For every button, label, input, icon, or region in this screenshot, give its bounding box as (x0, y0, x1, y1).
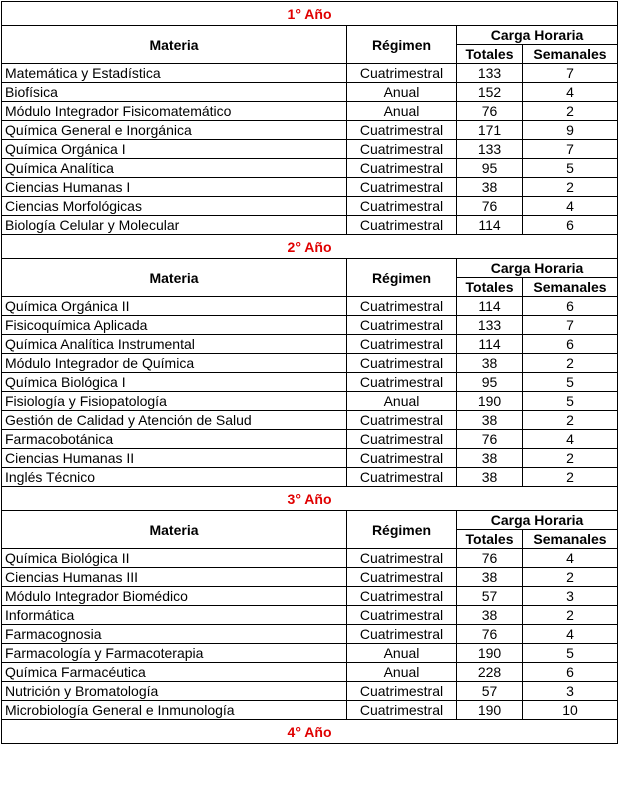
subject-name: Farmacología y Farmacoterapia (2, 644, 347, 663)
subject-regimen: Cuatrimestral (347, 354, 457, 373)
table-row (2, 140, 618, 159)
table-row (2, 64, 618, 83)
table-row (2, 197, 618, 216)
subject-hours-total: 114 (457, 335, 523, 354)
subject-hours-weekly: 3 (523, 587, 618, 606)
subject-hours-weekly: 4 (523, 197, 618, 216)
subject-hours-total: 76 (457, 102, 523, 121)
subject-hours-total: 133 (457, 316, 523, 335)
subject-name: Química Biológica I (2, 373, 347, 392)
subject-name: Fisicoquímica Aplicada (2, 316, 347, 335)
subject-hours-total: 57 (457, 682, 523, 701)
subject-hours-weekly: 6 (523, 335, 618, 354)
subject-hours-weekly: 9 (523, 121, 618, 140)
year-heading-row (2, 2, 618, 26)
subject-regimen: Anual (347, 392, 457, 411)
subject-hours-weekly: 4 (523, 430, 618, 449)
header-semanales: Semanales (523, 530, 618, 549)
subject-hours-weekly: 2 (523, 411, 618, 430)
column-header-row (2, 259, 618, 278)
subject-hours-total: 114 (457, 297, 523, 316)
table-row (2, 549, 618, 568)
year-heading-row (2, 487, 618, 511)
subject-name: Biofísica (2, 83, 347, 102)
subject-hours-weekly: 4 (523, 83, 618, 102)
year-title: 4° Año (2, 720, 618, 744)
subject-hours-weekly: 2 (523, 568, 618, 587)
subject-name: Inglés Técnico (2, 468, 347, 487)
subject-regimen: Cuatrimestral (347, 178, 457, 197)
header-carga-horaria: Carga Horaria (457, 511, 618, 530)
table-row (2, 430, 618, 449)
subject-hours-weekly: 4 (523, 549, 618, 568)
subject-hours-total: 76 (457, 197, 523, 216)
table-row (2, 373, 618, 392)
header-materia: Materia (2, 26, 347, 64)
subject-hours-weekly: 6 (523, 297, 618, 316)
table-row (2, 316, 618, 335)
table-row (2, 83, 618, 102)
subject-name: Nutrición y Bromatología (2, 682, 347, 701)
subject-name: Módulo Integrador de Química (2, 354, 347, 373)
table-row (2, 392, 618, 411)
subject-regimen: Cuatrimestral (347, 140, 457, 159)
table-row (2, 159, 618, 178)
subject-name: Ciencias Humanas III (2, 568, 347, 587)
subject-name: Ciencias Humanas II (2, 449, 347, 468)
subject-hours-total: 228 (457, 663, 523, 682)
subject-hours-weekly: 5 (523, 392, 618, 411)
subject-regimen: Anual (347, 83, 457, 102)
subject-regimen: Cuatrimestral (347, 64, 457, 83)
header-totales: Totales (457, 530, 523, 549)
subject-name: Química Biológica II (2, 549, 347, 568)
subject-name: Biología Celular y Molecular (2, 216, 347, 235)
curriculum-table-body (2, 2, 618, 744)
header-totales: Totales (457, 278, 523, 297)
subject-name: Química Farmacéutica (2, 663, 347, 682)
subject-regimen: Cuatrimestral (347, 606, 457, 625)
subject-hours-total: 38 (457, 178, 523, 197)
subject-hours-total: 38 (457, 568, 523, 587)
subject-hours-weekly: 7 (523, 316, 618, 335)
table-row (2, 587, 618, 606)
subject-regimen: Cuatrimestral (347, 159, 457, 178)
subject-name: Ciencias Morfológicas (2, 197, 347, 216)
subject-hours-weekly: 7 (523, 64, 618, 83)
table-row (2, 568, 618, 587)
subject-hours-weekly: 6 (523, 663, 618, 682)
subject-hours-total: 133 (457, 64, 523, 83)
subject-hours-total: 152 (457, 83, 523, 102)
subject-regimen: Cuatrimestral (347, 297, 457, 316)
header-carga-horaria: Carga Horaria (457, 259, 618, 278)
subject-hours-weekly: 5 (523, 373, 618, 392)
subject-regimen: Cuatrimestral (347, 625, 457, 644)
subject-name: Química Orgánica II (2, 297, 347, 316)
subject-hours-total: 114 (457, 216, 523, 235)
subject-hours-weekly: 2 (523, 102, 618, 121)
subject-hours-total: 190 (457, 392, 523, 411)
subject-name: Módulo Integrador Fisicomatemático (2, 102, 347, 121)
subject-name: Química Orgánica I (2, 140, 347, 159)
column-header-row (2, 511, 618, 530)
subject-hours-total: 57 (457, 587, 523, 606)
table-row (2, 102, 618, 121)
subject-hours-weekly: 7 (523, 140, 618, 159)
subject-regimen: Anual (347, 644, 457, 663)
header-semanales: Semanales (523, 278, 618, 297)
subject-name: Gestión de Calidad y Atención de Salud (2, 411, 347, 430)
subject-hours-total: 133 (457, 140, 523, 159)
subject-name: Microbiología General e Inmunología (2, 701, 347, 720)
subject-hours-total: 171 (457, 121, 523, 140)
subject-hours-total: 190 (457, 644, 523, 663)
table-row (2, 606, 618, 625)
subject-regimen: Cuatrimestral (347, 197, 457, 216)
year-heading-row (2, 720, 618, 744)
header-regimen: Régimen (347, 511, 457, 549)
header-materia: Materia (2, 511, 347, 549)
header-regimen: Régimen (347, 259, 457, 297)
subject-hours-total: 76 (457, 625, 523, 644)
table-row (2, 411, 618, 430)
table-row (2, 354, 618, 373)
subject-hours-weekly: 4 (523, 625, 618, 644)
subject-regimen: Cuatrimestral (347, 701, 457, 720)
header-totales: Totales (457, 45, 523, 64)
year-heading-row (2, 235, 618, 259)
subject-hours-total: 76 (457, 549, 523, 568)
subject-name: Matemática y Estadística (2, 64, 347, 83)
table-row (2, 468, 618, 487)
subject-hours-weekly: 2 (523, 354, 618, 373)
table-row (2, 644, 618, 663)
year-title: 3° Año (2, 487, 618, 511)
table-row (2, 178, 618, 197)
subject-regimen: Cuatrimestral (347, 449, 457, 468)
subject-name: Química Analítica (2, 159, 347, 178)
subject-regimen: Cuatrimestral (347, 316, 457, 335)
subject-hours-total: 38 (457, 468, 523, 487)
subject-regimen: Cuatrimestral (347, 682, 457, 701)
subject-hours-weekly: 3 (523, 682, 618, 701)
subject-regimen: Cuatrimestral (347, 335, 457, 354)
subject-regimen: Cuatrimestral (347, 568, 457, 587)
column-header-row (2, 26, 618, 45)
subject-name: Informática (2, 606, 347, 625)
subject-hours-total: 38 (457, 354, 523, 373)
subject-regimen: Cuatrimestral (347, 411, 457, 430)
subject-regimen: Cuatrimestral (347, 216, 457, 235)
subject-hours-total: 95 (457, 159, 523, 178)
header-regimen: Régimen (347, 26, 457, 64)
subject-hours-weekly: 2 (523, 468, 618, 487)
table-row (2, 663, 618, 682)
subject-name: Fisiología y Fisiopatología (2, 392, 347, 411)
subject-regimen: Anual (347, 102, 457, 121)
subject-regimen: Cuatrimestral (347, 587, 457, 606)
curriculum-table (1, 1, 618, 744)
subject-hours-weekly: 5 (523, 159, 618, 178)
subject-regimen: Cuatrimestral (347, 549, 457, 568)
subject-hours-weekly: 10 (523, 701, 618, 720)
subject-name: Módulo Integrador Biomédico (2, 587, 347, 606)
subject-name: Farmacognosia (2, 625, 347, 644)
table-row (2, 625, 618, 644)
subject-hours-total: 38 (457, 449, 523, 468)
subject-regimen: Cuatrimestral (347, 373, 457, 392)
year-title: 1° Año (2, 2, 618, 26)
subject-name: Ciencias Humanas I (2, 178, 347, 197)
table-row (2, 449, 618, 468)
header-materia: Materia (2, 259, 347, 297)
subject-hours-total: 38 (457, 411, 523, 430)
subject-hours-total: 95 (457, 373, 523, 392)
subject-hours-weekly: 2 (523, 449, 618, 468)
year-title: 2° Año (2, 235, 618, 259)
subject-regimen: Cuatrimestral (347, 430, 457, 449)
subject-name: Farmacobotánica (2, 430, 347, 449)
subject-hours-weekly: 2 (523, 606, 618, 625)
table-row (2, 682, 618, 701)
subject-hours-total: 190 (457, 701, 523, 720)
subject-hours-weekly: 6 (523, 216, 618, 235)
subject-name: Química General e Inorgánica (2, 121, 347, 140)
subject-regimen: Cuatrimestral (347, 468, 457, 487)
subject-regimen: Cuatrimestral (347, 121, 457, 140)
subject-hours-total: 76 (457, 430, 523, 449)
table-row (2, 216, 618, 235)
table-row (2, 335, 618, 354)
subject-hours-weekly: 5 (523, 644, 618, 663)
table-row (2, 297, 618, 316)
subject-regimen: Anual (347, 663, 457, 682)
subject-hours-weekly: 2 (523, 178, 618, 197)
header-carga-horaria: Carga Horaria (457, 26, 618, 45)
table-row (2, 701, 618, 720)
subject-hours-total: 38 (457, 606, 523, 625)
header-semanales: Semanales (523, 45, 618, 64)
table-row (2, 121, 618, 140)
subject-name: Química Analítica Instrumental (2, 335, 347, 354)
